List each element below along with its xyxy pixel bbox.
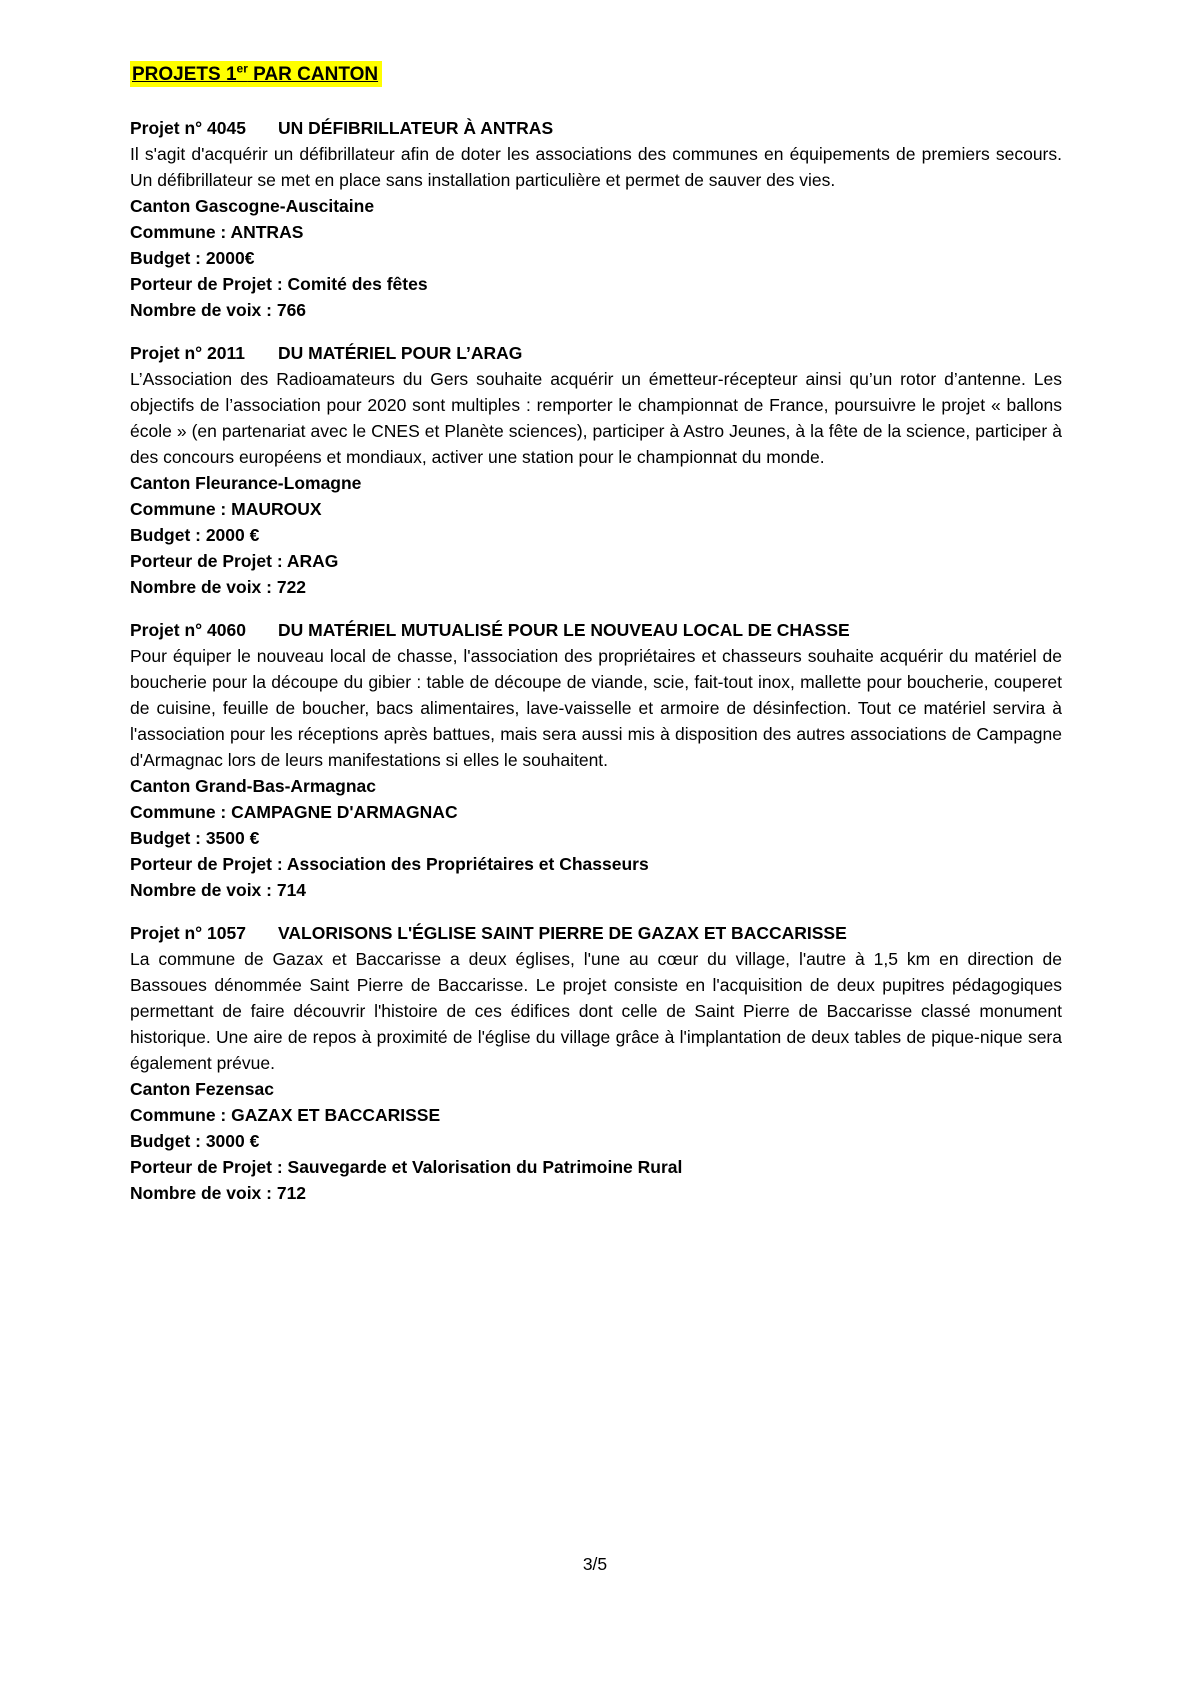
voix-line: Nombre de voix : 712 <box>130 1183 307 1203</box>
porteur-line: Porteur de Projet : ARAG <box>130 551 339 571</box>
voix-line: Nombre de voix : 714 <box>130 880 307 900</box>
project-title: VALORISONS L'ÉGLISE SAINT PIERRE DE GAZAX ET BACCARISSE <box>278 923 847 943</box>
project-number: Projet n° 2011 <box>130 343 245 363</box>
project-title: DU MATÉRIEL POUR L’ARAG <box>278 343 523 363</box>
project-description: L’Association des Radioamateurs du Gers souhaite acquérir un émetteur-récepteur ainsi qu’un rotor d’antenne. Les objectifs de l’association pour 2020 sont multiples : remporter le championnat de France, poursuivre le projet « ballons école » (en partenariat avec le CNES et Planète sciences), participer à Astro Jeunes, à la fête de la science, participer à des concours européens et mondiaux, activer une station pour le championnat du monde. <box>130 369 1062 467</box>
porteur-line: Porteur de Projet : Comité des fêtes <box>130 274 428 294</box>
title-highlight <box>130 61 382 87</box>
page-title <box>130 60 1062 90</box>
project-section-1057 <box>130 920 1062 1206</box>
commune-line: Commune : MAUROUX <box>130 499 322 519</box>
canton-line: Canton Fleurance-Lomagne <box>130 473 362 493</box>
project-heading <box>130 115 1062 141</box>
project-description: Il s'agit d'acquérir un défibrillateur afin de doter les associations des communes en équipements de premiers secours. Un défibrillateur se met en place sans installation particulière et permet de sauver des vies. <box>130 144 1062 190</box>
project-heading <box>130 340 1062 366</box>
commune-line: Commune : CAMPAGNE D'ARMAGNAC <box>130 802 458 822</box>
project-title: UN DÉFIBRILLATEUR À ANTRAS <box>278 118 554 138</box>
budget-line: Budget : 2000 € <box>130 525 260 545</box>
page-number: 3/5 <box>582 1554 608 1574</box>
project-number: Projet n° 4045 <box>130 118 246 138</box>
porteur-line: Porteur de Projet : Association des Propriétaires et Chasseurs <box>130 854 649 874</box>
voix-line: Nombre de voix : 722 <box>130 577 307 597</box>
commune-line: Commune : GAZAX ET BACCARISSE <box>130 1105 441 1125</box>
title-text-rest: PAR CANTON <box>247 64 379 85</box>
project-section-2011 <box>130 340 1062 600</box>
canton-line: Canton Fezensac <box>130 1079 274 1099</box>
project-section-4045 <box>130 115 1062 323</box>
budget-line: Budget : 3500 € <box>130 828 260 848</box>
title-superscript: er <box>236 61 248 76</box>
commune-line: Commune : ANTRAS <box>130 222 304 242</box>
canton-line: Canton Gascogne-Auscitaine <box>130 196 375 216</box>
budget-line: Budget : 2000€ <box>130 248 255 268</box>
voix-line: Nombre de voix : 766 <box>130 300 307 320</box>
project-number: Projet n° 4060 <box>130 620 246 640</box>
project-heading <box>130 617 1062 643</box>
project-section-4060 <box>130 617 1062 903</box>
porteur-line: Porteur de Projet : Sauvegarde et Valorisation du Patrimoine Rural <box>130 1157 683 1177</box>
canton-line: Canton Grand-Bas-Armagnac <box>130 776 377 796</box>
budget-line: Budget : 3000 € <box>130 1131 260 1151</box>
project-heading <box>130 920 1062 946</box>
project-description: Pour équiper le nouveau local de chasse, l'association des propriétaires et chasseurs souhaite acquérir du matériel de boucherie pour la découpe du gibier : table de découpe de viande, scie, fait-tout inox, mallette pour boucherie, couperet de cuisine, feuille de boucher, bacs alimentaires, lave-vaisselle et armoire de désinfection. Tout ce matériel servira à l'association pour les réceptions après battues, mais sera aussi mis à disposition des autres associations de Campagne d'Armagnac lors de leurs manifestations si elles le souhaitent. <box>130 646 1062 770</box>
project-number: Projet n° 1057 <box>130 923 246 943</box>
project-description: La commune de Gazax et Baccarisse a deux églises, l'une au cœur du village, l'autre à 1,5 km en direction de Bassoues dénommée Saint Pierre de Baccarisse. Le projet consiste en l'acquisition de deux pupitres pédagogiques permettant de faire découvrir l'histoire de ces édifices dont celle de Saint Pierre de Baccarisse classé monument historique. Une aire de repos à proximité de l'église du village grâce à l'implantation de deux tables de pique-nique sera également prévue. <box>130 949 1062 1073</box>
project-title: DU MATÉRIEL MUTUALISÉ POUR LE NOUVEAU LOCAL DE CHASSE <box>278 620 850 640</box>
title-text-main: PROJETS 1 <box>132 64 237 85</box>
